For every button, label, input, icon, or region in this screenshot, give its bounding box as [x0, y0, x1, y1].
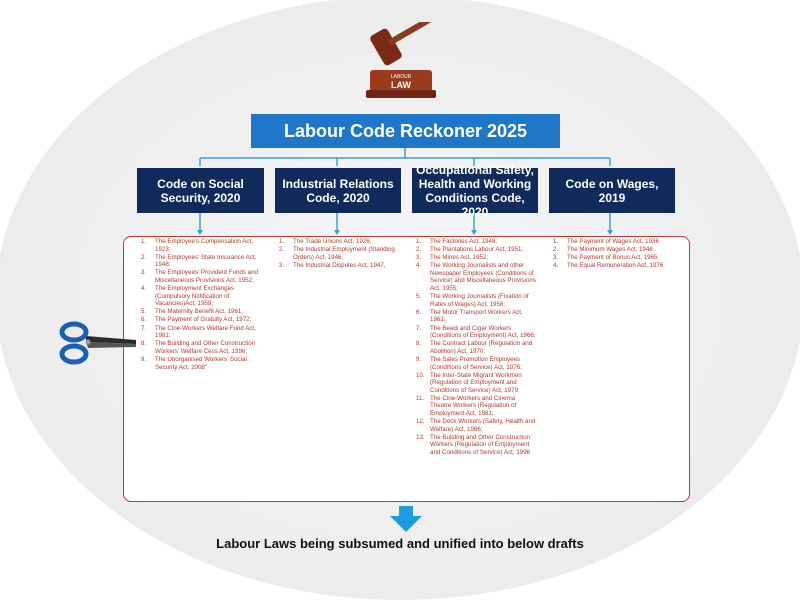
act-title: The Beedi and Cigar Workers (Conditions of Employment) Act, 1966; — [430, 324, 536, 340]
act-number: 12. — [416, 418, 425, 426]
act-item — [141, 238, 259, 253]
act-title: The Unorganised Workers’ Social Security Act, 2008” — [155, 355, 247, 371]
act-number: 5. — [416, 293, 422, 301]
act-number: 7. — [141, 324, 147, 332]
act-item — [141, 340, 259, 355]
act-title: The Sales Promotion Employees (Conditions of Service) Act, 1976; — [430, 355, 522, 371]
code-title: Code on Social Security, 2020 — [157, 176, 244, 205]
act-title: The Trade Unions Act, 1926; — [293, 238, 372, 245]
act-number: 1. — [553, 238, 559, 245]
code-social-security — [137, 168, 264, 213]
act-item — [141, 308, 259, 316]
act-number: 2. — [416, 246, 422, 254]
act-title: The Payment of Gratuity Act, 1972; — [155, 316, 252, 324]
act-number: 13. — [416, 433, 425, 441]
acts-list-wages — [553, 238, 678, 270]
acts-list-osh — [416, 238, 536, 457]
act-item — [279, 238, 397, 246]
act-number: 11. — [416, 394, 425, 402]
act-title: The Contract Labour (Regulation and Abolition) Act, 1970; — [430, 340, 533, 355]
acts-list-social-security — [141, 238, 259, 372]
act-number: 6. — [416, 308, 422, 316]
act-number: 9. — [416, 355, 422, 363]
act-title: The Industrial Employment (Standing Orders) Act, 1946; — [293, 246, 395, 261]
acts-list-industrial-relations — [279, 238, 397, 270]
act-number: 2. — [279, 246, 285, 254]
act-item — [141, 285, 259, 308]
act-title: The Equal Remuneration Act, 1976 — [567, 262, 664, 270]
act-title: The Payment of Bonus Act, 1965 — [567, 254, 658, 262]
act-title: The Mines Act, 1952; — [430, 254, 489, 262]
act-number: 1. — [141, 238, 147, 245]
act-title: The Working Journalists and other Newspaper Employees (Conditions of Service) and Miscellaneous Provisions Act, 1955; — [430, 262, 536, 293]
code-title: Code on Wages, 2019 — [565, 176, 659, 205]
act-item — [416, 309, 536, 324]
act-number: 7. — [416, 324, 422, 332]
act-item — [141, 316, 259, 324]
act-title: The Working Journalists (Fixation of Rates of Wages) Act, 1958; — [430, 293, 529, 308]
code-osh — [412, 162, 538, 219]
act-title: The Motor Transport Workers Act, 1961; — [430, 308, 523, 324]
act-title: The Cine-Workers and Cinema Theatre Workers (Regulation of Employment Act, 1981; — [430, 394, 517, 418]
act-item — [416, 372, 536, 395]
act-number: 2. — [553, 246, 559, 254]
act-number: 4. — [416, 262, 422, 270]
code-title: Industrial Relations Code, 2020 — [282, 176, 394, 205]
act-title: The Plantations Labour Act, 1951; — [430, 246, 524, 254]
code-title: Occupational Safety, Health and Working Conditions Code, 2020 — [416, 162, 534, 219]
act-item — [141, 325, 259, 340]
act-title: The Minimum Wages Act, 1948 — [567, 246, 653, 254]
act-title: The Cine-Workers Welfare Fund Act, 1981; — [155, 324, 256, 340]
act-item — [553, 238, 678, 246]
act-title: The Dock Workers (Safety, Health and Welfare) Act, 1986; — [430, 418, 536, 433]
act-title: The Inter-State Migrant Workmen (Regulation of Employment and Conditions of Service) Act, 1979; — [430, 371, 522, 394]
act-item — [416, 356, 536, 371]
act-title: The Maternity Benefit Act, 1961; — [155, 308, 244, 316]
act-title: The Industrial Disputes Act, 1947, — [293, 261, 386, 269]
act-item — [279, 246, 397, 261]
act-title: The Employee’s Compensation Act, 1923; — [155, 238, 253, 253]
act-item — [553, 246, 678, 254]
act-item — [416, 325, 536, 340]
act-item — [553, 262, 678, 270]
gavel-plate-main: LAW — [391, 80, 411, 90]
act-number: 2. — [141, 253, 147, 261]
act-number: 3. — [279, 261, 285, 269]
act-number: 6. — [141, 316, 147, 324]
scissors-icon — [58, 318, 138, 368]
act-item — [416, 246, 536, 254]
act-title: The Employees’ State Insurance Act, 1948; — [155, 253, 257, 269]
footer-caption: Labour Laws being subsumed and unified into below drafts — [216, 536, 584, 551]
act-title: The Factories Act, 1948; — [430, 238, 498, 245]
code-wages — [549, 168, 675, 213]
act-number: 3. — [141, 269, 147, 277]
act-item — [416, 418, 536, 433]
act-number: 1. — [279, 238, 285, 245]
act-number: 5. — [141, 308, 147, 316]
act-number: 8. — [141, 340, 147, 348]
code-industrial-relations — [275, 168, 401, 213]
gavel-plate-top: LABOUR — [390, 74, 412, 80]
act-item — [416, 340, 536, 355]
act-title: The Employment Exchanges (Compulsory Notification of Vacancies)Act, 1959; — [155, 285, 235, 308]
act-number: 3. — [553, 254, 559, 262]
act-number: 8. — [416, 340, 422, 348]
act-title: The Payment of Wages Act, 1936 — [567, 238, 659, 245]
act-item — [141, 254, 259, 269]
act-item — [416, 293, 536, 308]
act-title: The Employees’ Provident Funds and Miscellaneous Provisions Act, 1952; — [155, 269, 258, 284]
act-number: 9. — [141, 355, 147, 363]
act-number: 1. — [416, 238, 422, 245]
page-title: Labour Code Reckoner 2025 — [283, 120, 528, 141]
act-number: 4. — [553, 262, 559, 270]
act-title: The Building and Other Construction Workers (Regulation of Employment and Conditions of Service) Act, 1996 — [430, 433, 531, 457]
act-number: 3. — [416, 254, 422, 262]
down-arrow-icon — [390, 506, 422, 532]
act-title: The Building and Other Construction Workers’ Welfare Cess Act, 1996; — [155, 340, 256, 355]
act-item — [279, 262, 397, 270]
act-item — [416, 238, 536, 246]
act-item — [416, 434, 536, 457]
act-number: 4. — [141, 285, 147, 293]
act-item — [553, 254, 678, 262]
act-number: 10. — [416, 371, 425, 379]
act-item — [416, 262, 536, 292]
act-item — [416, 395, 536, 418]
act-item — [141, 269, 259, 284]
act-item — [416, 254, 536, 262]
act-item — [141, 356, 259, 371]
